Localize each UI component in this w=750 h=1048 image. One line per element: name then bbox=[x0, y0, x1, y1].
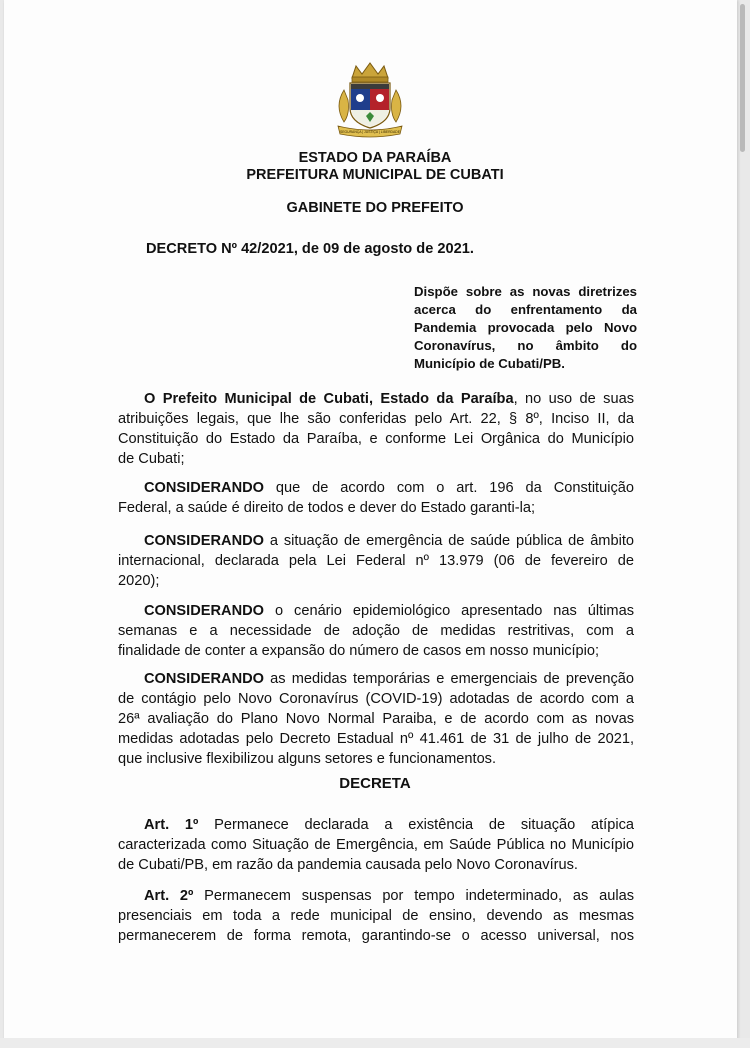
office-heading: GABINETE DO PREFEITO bbox=[286, 200, 464, 216]
decreta-heading: DECRETA bbox=[339, 775, 411, 792]
preamble-authority: O Prefeito Municipal de Cubati, Estado da Paraíba bbox=[144, 391, 514, 407]
document-page bbox=[4, 0, 737, 1048]
article-label: Art. 1º bbox=[144, 817, 199, 833]
considerando-paragraph: CONSIDERANDO o cenário epidemiológico apresentado nas últimas semanas e a necessidade de adoção de medidas restritivas, com a finalidade de conter a expansão do número de casos em nosso município; bbox=[118, 603, 634, 659]
summary-line: Município de Cubati/PB. bbox=[414, 356, 565, 371]
vertical-scrollbar[interactable] bbox=[740, 4, 745, 152]
decree-summary bbox=[414, 283, 637, 373]
state-heading: ESTADO DA PARAÍBA bbox=[298, 150, 452, 166]
summary-line: Dispõe sobre as novas diretrizes bbox=[414, 284, 637, 299]
article-paragraph: Art. 1º Permanece declarada a existência de situação atípica caracterizada como Situação de Emergência, em Saúde Pública no Município de Cubati/PB, em razão da pandemia causada pelo Novo Coronavírus. bbox=[118, 817, 634, 873]
decree-title: DECRETO Nº 42/2021, de 09 de agosto de 2021. bbox=[146, 241, 474, 257]
preamble-paragraph: O Prefeito Municipal de Cubati, Estado da Paraíba, no uso de suas atribuições legais, que lhe são conferidas pelo Art. 22, § 8º, Inciso II, da Constituição do Estado da Paraíba, e conforme Lei Orgânica do Município de Cubati; bbox=[118, 391, 634, 467]
article-paragraph: Art. 2º Permanecem suspensas por tempo indeterminado, as aulas presenciais em toda a rede municipal de ensino, devendo as mesmas permanecerem de forma remota, garantindo-se o acesso universal, nos bbox=[118, 888, 634, 944]
summary-line: Coronavírus, no âmbito do bbox=[414, 338, 637, 353]
viewer-bottom-edge bbox=[0, 1038, 750, 1048]
svg-text:SEGURANÇA | JUSTIÇA | LIBERDAD: SEGURANÇA | JUSTIÇA | LIBERDADE bbox=[340, 130, 400, 134]
summary-line: acerca do enfrentamento da bbox=[414, 302, 637, 317]
considerando-paragraph: CONSIDERANDO a situação de emergência de saúde pública de âmbito internacional, declarada pela Lei Federal nº 13.979 (06 de fevereiro de 2020); bbox=[118, 533, 634, 589]
considerando-paragraph: CONSIDERANDO as medidas temporárias e emergenciais de prevenção de contágio pelo Novo Coronavírus (COVID-19) adotadas de acordo com a 26ª avaliação do Plano Novo Normal Paraiba, e de acordo com as novas medidas adotadas pelo Decreto Estadual nº 41.461 de 31 de julho de 2021, que inclusive flexibilizou alguns setores e funcionamentos. bbox=[118, 671, 634, 767]
municipal-coat-of-arms-icon bbox=[330, 60, 410, 138]
considerando-paragraph: CONSIDERANDO que de acordo com o art. 196 da Constituição Federal, a saúde é direito de todos e dever do Estado garanti-la; bbox=[118, 480, 634, 516]
summary-line: Pandemia provocada pelo Novo bbox=[414, 320, 637, 335]
article-label: Art. 2º bbox=[144, 888, 194, 904]
prefecture-heading: PREFEITURA MUNICIPAL DE CUBATI bbox=[246, 167, 504, 183]
